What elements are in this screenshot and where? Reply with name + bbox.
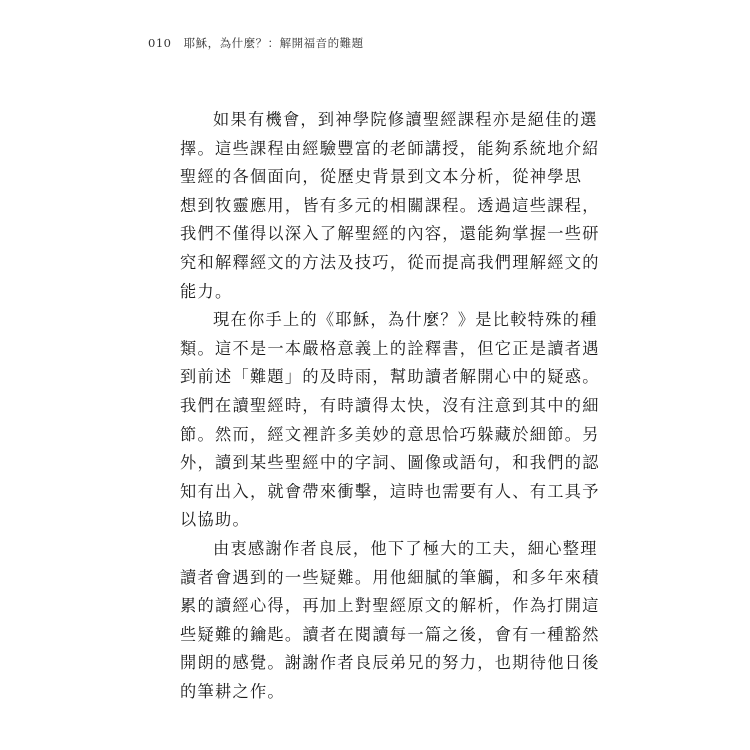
- text-line: 讀者會遇到的一些疑難。用他細膩的筆觸，和多年來積: [180, 567, 600, 587]
- text-line: 究和解釋經文的方法及技巧，從而提高我們理解經文的: [180, 252, 600, 272]
- text-line: 些疑難的鑰匙。讀者在閱讀每一篇之後，會有一種豁然: [180, 624, 600, 644]
- paragraph-3: [180, 535, 600, 707]
- text-line: 到前述「難題」的及時雨，幫助讀者解開心中的疑惑。: [180, 367, 600, 387]
- running-header: [148, 35, 364, 51]
- text-line: 能力。: [180, 281, 233, 301]
- book-title: 耶穌，為什麼？：解開福音的難題: [183, 36, 364, 50]
- text-line: 由衷感謝作者良辰，他下了極大的工夫，細心整理: [213, 538, 598, 558]
- text-line: 如果有機會，到神學院修讀聖經課程亦是絕佳的選: [213, 110, 598, 129]
- text-line: 以協助。: [180, 510, 250, 530]
- text-line: 開朗的感覺。謝謝作者良辰弟兄的努力，也期待他日後: [180, 653, 600, 673]
- page-number: 010: [148, 36, 172, 50]
- text-line: 節。然而，經文裡許多美妙的意思恰巧躲藏於細節。另: [180, 424, 600, 444]
- text-line: 現在你手上的《耶穌，為什麼？》是比較特殊的種: [213, 310, 598, 330]
- text-line: 擇。這些課程由經驗豐富的老師講授，能夠系統地介紹: [180, 138, 600, 158]
- text-line: 類。這不是一本嚴格意義上的詮釋書，但它正是讀者遇: [180, 338, 600, 358]
- text-line: 想到牧靈應用，皆有多元的相關課程。透過這些課程，: [180, 195, 600, 215]
- text-line: 累的讀經心得，再加上對聖經原文的解析，作為打開這: [180, 596, 600, 616]
- text-line: 外，讀到某些聖經中的字詞、圖像或語句，和我們的認: [180, 453, 600, 473]
- text-line: 聖經的各個面向，從歷史背景到文本分析，從神學思: [180, 167, 583, 187]
- body-text: [180, 106, 600, 706]
- text-line: 知有出入，就會帶來衝擊，這時也需要有人、有工具予: [180, 481, 600, 501]
- text-line: 我們不僅得以深入了解聖經的內容，還能夠掌握一些研: [180, 224, 600, 244]
- text-line: 我們在讀聖經時，有時讀得太快，沒有注意到其中的細: [180, 395, 600, 415]
- paragraph-1: [180, 106, 600, 306]
- text-line: 的筆耕之作。: [180, 681, 285, 701]
- paragraph-2: [180, 306, 600, 535]
